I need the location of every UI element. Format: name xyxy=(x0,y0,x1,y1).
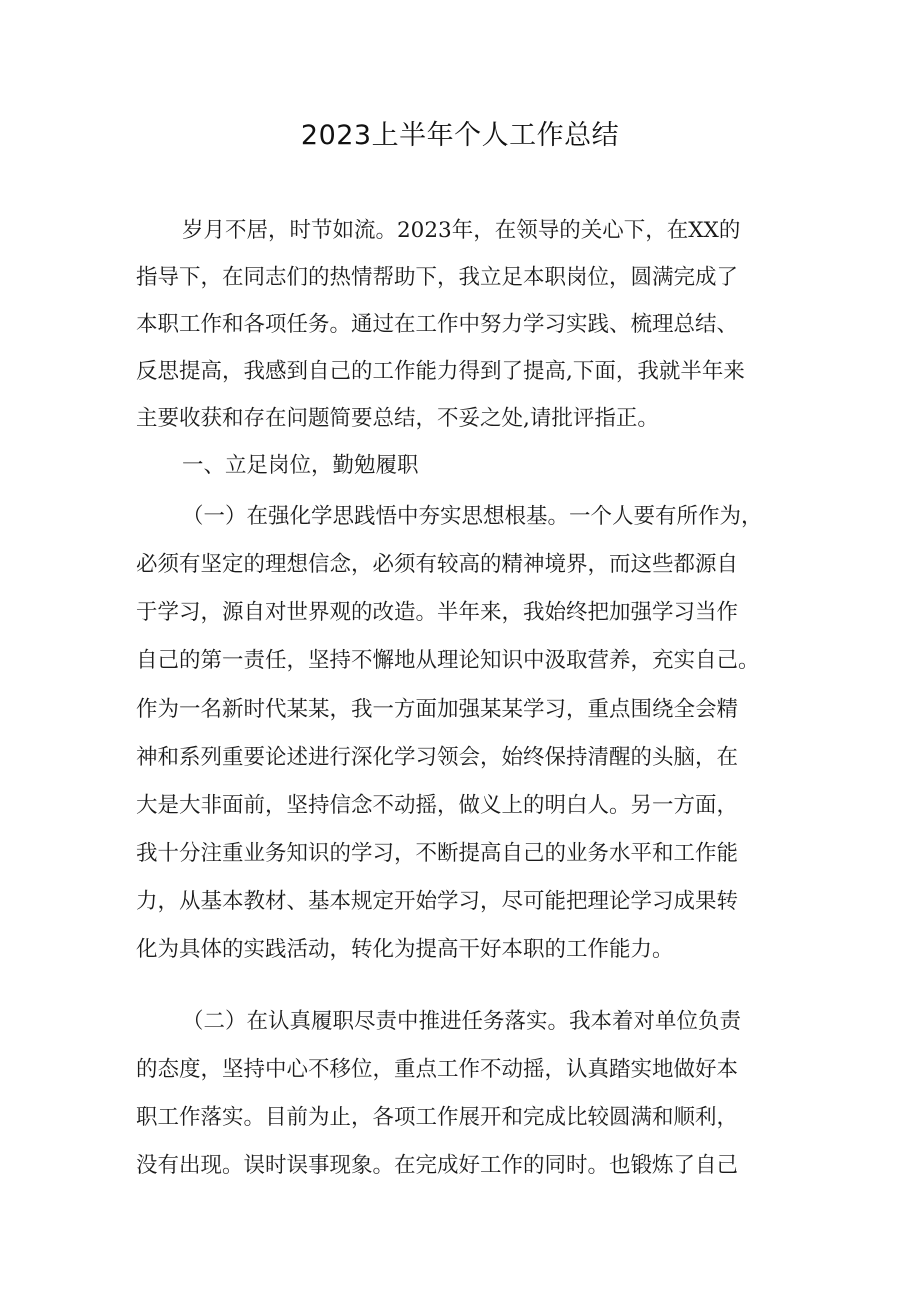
paragraph-line: 我十分注重业务知识的学习，不断提高自己的业务水平和工作能 xyxy=(136,841,739,866)
paragraph-line: 没有出现。误时误事现象。在完成好工作的同时。也锻炼了自己 xyxy=(136,1153,739,1178)
paragraph-line: 指导下，在同志们的热情帮助下，我立足本职岗位，圆满完成了 xyxy=(136,265,739,290)
paragraph-line: 化为具体的实践活动，转化为提高干好本职的工作能力。 xyxy=(136,937,674,962)
paragraph-line: 力，从基本教材、基本规定开始学习，尽可能把理论学习成果转 xyxy=(136,889,739,914)
paragraph-line: 职工作落实。目前为止，各项工作展开和完成比较圆满和顺利， xyxy=(136,1105,739,1130)
paragraph-line: 本职工作和各项任务。通过在工作中努力学习实践、梳理总结、 xyxy=(136,312,739,337)
paragraph-line: 作为一名新时代某某，我一方面加强某某学习，重点围绕全会精 xyxy=(136,697,739,722)
paragraph-line: （一）在强化学思践悟中夯实思想根基。一个人要有所作为， xyxy=(182,504,763,529)
paragraph-line: （二）在认真履职尽责中推进任务落实。我本着对单位负责 xyxy=(182,1009,742,1034)
section-heading: 一、立足岗位，勤勉履职 xyxy=(182,453,419,478)
document-title: 2023上半年个人工作总结 xyxy=(300,120,620,151)
paragraph-line: 自己的第一责任，坚持不懈地从理论知识中汲取营养，充实自己。 xyxy=(136,648,760,673)
paragraph-line: 反思提高，我感到自己的工作能力得到了提高,下面，我就半年来 xyxy=(136,359,745,384)
paragraph-line: 主要收获和存在问题简要总结，不妥之处,请批评指正。 xyxy=(136,406,659,431)
paragraph-line: 的态度，坚持中心不移位，重点工作不动摇，认真踏实地做好本 xyxy=(136,1057,739,1082)
paragraph-line: 岁月不居，时节如流。2023年，在领导的关心下，在XX的 xyxy=(182,218,741,243)
paragraph-line: 大是大非面前，坚持信念不动摇，做义上的明白人。另一方面， xyxy=(136,793,739,818)
paragraph-line: 于学习，源自对世界观的改造。半年来，我始终把加强学习当作 xyxy=(136,600,739,625)
paragraph-line: 必须有坚定的理想信念，必须有较高的精神境界，而这些都源自 xyxy=(136,552,739,577)
paragraph-line: 神和系列重要论述进行深化学习领会，始终保持清醒的头脑，在 xyxy=(136,745,739,770)
